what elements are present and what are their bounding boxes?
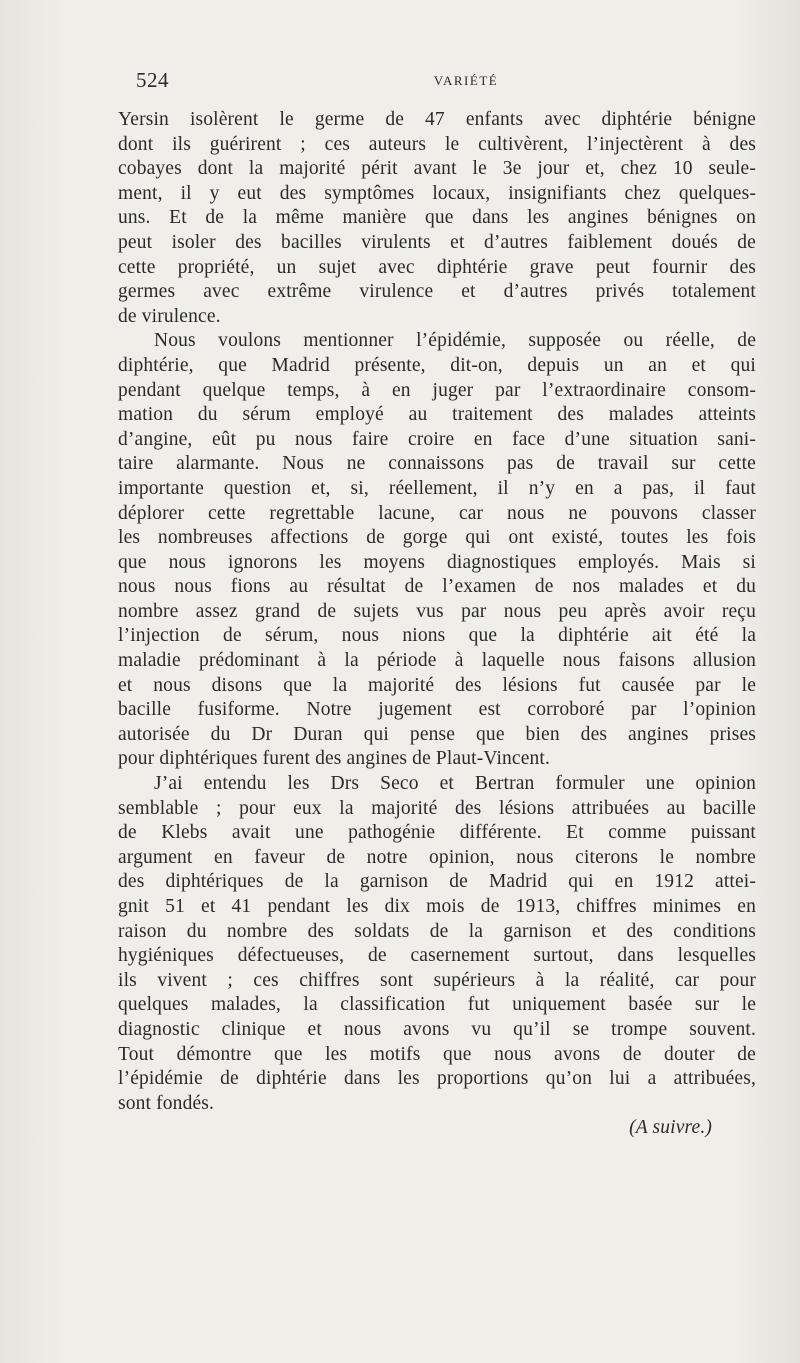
text-line: diphtérie, que Madrid présente, dit-on, depuis un an et qui [118, 354, 756, 376]
text-line: ment, il y eut des symptômes locaux, insignifiants chez quelques- [118, 182, 756, 204]
text-line: de Klebs avait une pathogénie différente. Et comme puissant [118, 822, 756, 844]
text-line: gnit 51 et 41 pendant les dix mois de 1913, chiffres minimes en [118, 896, 756, 917]
text-line: nous nous fions au résultat de l’examen de nos malades et du [118, 576, 756, 598]
text-line: ils vivent ; ces chiffres sont supérieurs à la réalité, car pour [118, 969, 756, 991]
text-line: d’angine, eût pu nous faire croire en face d’une situation sani- [118, 428, 756, 450]
text-line: uns. Et de la même manière que dans les angines bénignes on [118, 207, 756, 229]
text-line: l’injection de sérum, nous nions que la diphtérie ait été la [118, 625, 756, 647]
text-line: que nous ignorons les moyens diagnostiques employés. Mais si [118, 551, 756, 573]
text-line: argument en faveur de notre opinion, nous citerons le nombre [118, 846, 756, 868]
text-line: maladie prédominant à la période à laquelle nous faisons allusion [118, 650, 756, 672]
text-line: semblable ; pour eux la majorité des lésions attribuées au bacille [118, 797, 756, 819]
text-line: bacille fusiforme. Notre jugement est corroboré par l’opinion [118, 699, 756, 721]
text-line: cobayes dont la majorité périt avant le 3e jour et, chez 10 seule- [118, 158, 756, 180]
page-header [136, 68, 756, 98]
text-line: importante question et, si, réellement, il n’y en a pas, il faut [118, 477, 756, 499]
to-be-continued-text: (A suivre.) [629, 1117, 712, 1139]
text-line: cette propriété, un sujet avec diphtérie grave peut fournir des [118, 256, 756, 278]
to-be-continued [118, 1116, 756, 1141]
text-line: diagnostic clinique et nous avons vu qu’il se trompe souvent. [118, 1018, 756, 1040]
text-line: de virulence. [118, 305, 221, 327]
text-line: dont ils guérirent ; ces auteurs le cultivèrent, l’injectèrent à des [118, 133, 756, 155]
text-line: raison du nombre des soldats de la garnison et des conditions [118, 920, 756, 942]
text-line: nombre assez grand de sujets vus par nous peu après avoir reçu [118, 600, 756, 622]
text-line: l’épidémie de diphtérie dans les proportions qu’on lui a attribuées, [118, 1068, 756, 1090]
text-line: les nombreuses affections de gorge qui ont existé, toutes les fois [118, 527, 756, 549]
text-line: déplorer cette regrettable lacune, car nous ne pouvons classer [118, 502, 756, 524]
text-line: Tout démontre que les motifs que nous avons de douter de [118, 1043, 756, 1065]
text-line: pendant quelque temps, à en juger par l’extraordinaire consom- [118, 379, 756, 401]
text-line: Yersin isolèrent le germe de 47 enfants avec diphtérie bénigne [118, 109, 756, 130]
text-line: pour diphtériques furent des angines de Plaut-Vincent. [118, 748, 551, 770]
text-line: germes avec extrême virulence et d’autres privés totalement [118, 281, 756, 303]
text-line: Nous voulons mentionner l’épidémie, supposée ou réelle, de [154, 330, 756, 352]
text-line: des diphtériques de la garnison de Madrid qui en 1912 attei- [118, 871, 756, 893]
running-head: VARIÉTÉ [433, 73, 499, 88]
text-line: sont fondés. [118, 1092, 215, 1114]
body-text [118, 108, 756, 1141]
text-line: J’ai entendu les Drs Seco et Bertran formuler une opinion [154, 773, 756, 795]
text-line: mation du sérum employé au traitement des malades atteints [118, 404, 756, 426]
text-line: autorisée du Dr Duran qui pense que bien des angines prises [118, 723, 756, 745]
text-line: peut isoler des bacilles virulents et d’autres faiblement doués de [118, 231, 756, 253]
page-number: 524 [136, 68, 169, 92]
text-line: hygiéniques défectueuses, de casernement surtout, dans lesquelles [118, 945, 756, 967]
text-line: quelques malades, la classification fut uniquement basée sur le [118, 994, 756, 1016]
text-line: taire alarmante. Nous ne connaissons pas de travail sur cette [118, 453, 756, 475]
text-line: et nous disons que la majorité des lésions fut causée par le [118, 674, 756, 696]
